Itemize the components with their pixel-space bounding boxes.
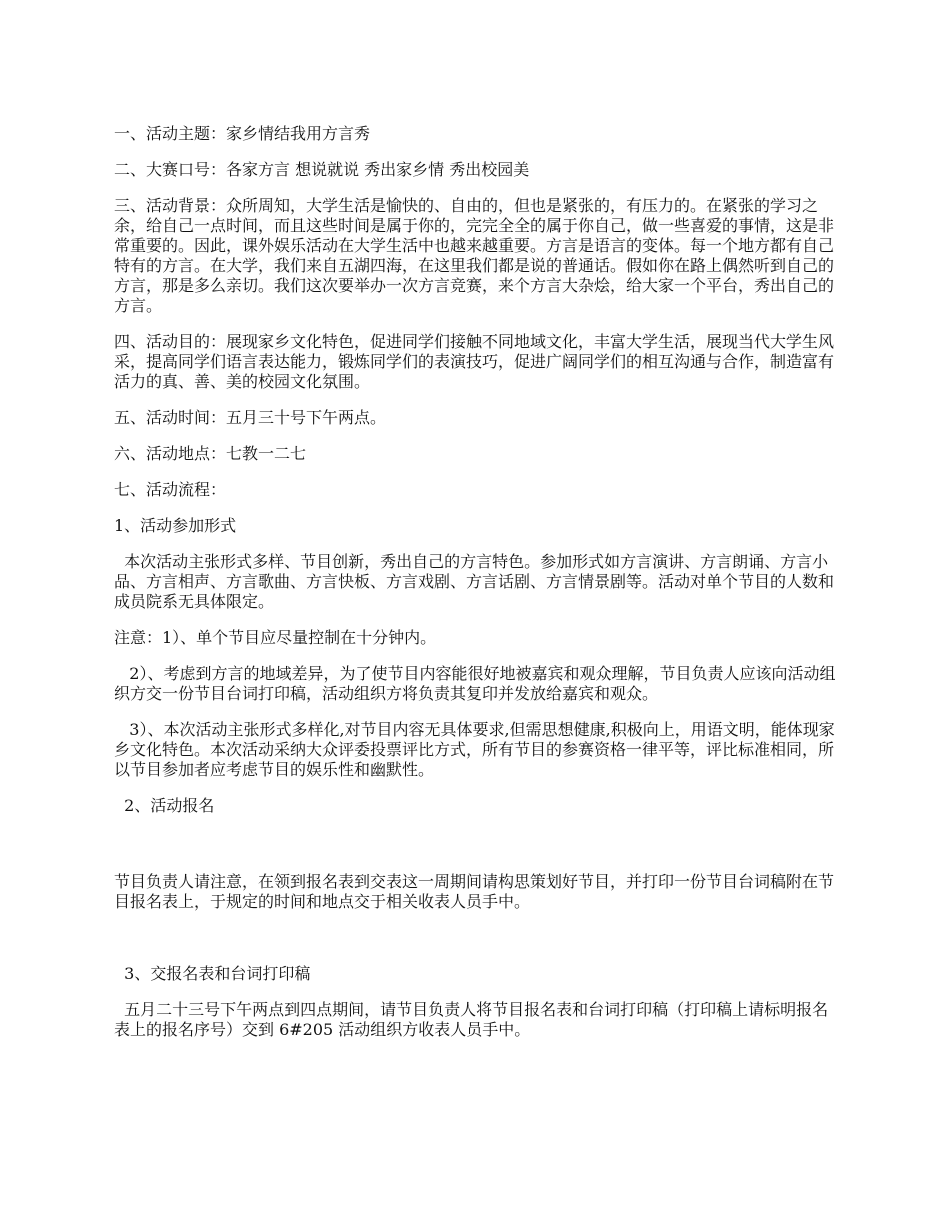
note-2: 2）、考虑到方言的地域差异，为了使节目内容能很好地被嘉宾和观众理解，节目负责人应该向活动组织方交一份节目台词打印稿，活动组织方将负责其复印并发放给嘉宾和观众。 — [114, 664, 836, 703]
section-theme: 一、活动主题：家乡情结我用方言秀 — [114, 124, 371, 143]
participation-text: 本次活动主张形式多样、节目创新，秀出自己的方言特色。参加形式如方言演讲、方言朗诵、方言小品、方言相声、方言歌曲、方言快板、方言戏剧、方言话剧、方言情景剧等。活动对单个节目的人数和成员院系无具体限定。 — [114, 552, 835, 611]
registration-text: 节目负责人请注意，在领到报名表到交表这一周期间请构思策划好节目，并打印一份节目台词稿附在节目报名表上，于规定的时间和地点交于相关收表人员手中。 — [114, 872, 835, 911]
subsection-participation-heading: 1、活动参加形式 — [114, 516, 237, 535]
document-body — [114, 124, 842, 1056]
subsection-registration-heading: 2、活动报名 — [114, 796, 215, 815]
section-background: 三、活动背景：众所周知，大学生活是愉快的、自由的，但也是紧张的，有压力的。在紧张的学习之余，给自己一点时间，而且这些时间是属于你的，完完全全的属于你自己，做一些喜爱的事情，这是非常重要的。因此，课外娱乐活动在大学生活中也越来越重要。方言是语言的变体。每一个地方都有自己特有的方言。在大学，我们来自五湖四海，在这里我们都是说的普通话。假如你在路上偶然听到自己的方言，那是多么亲切。我们这次要举办一次方言竞赛，来个方言大杂烩，给大家一个平台，秀出自己的方言。 — [114, 196, 835, 315]
section-process: 七、活动流程： — [114, 480, 227, 499]
subsection-submission-heading: 3、交报名表和台词打印稿 — [114, 964, 311, 983]
note-1: 注意：1）、单个节目应尽量控制在十分钟内。 — [114, 628, 437, 647]
section-slogan: 二、大赛口号：各家方言 想说就说 秀出家乡情 秀出校园美 — [114, 160, 530, 179]
section-location: 六、活动地点：七教一二七 — [114, 444, 307, 463]
section-time: 五、活动时间：五月三十号下午两点。 — [114, 408, 387, 427]
section-purpose: 四、活动目的：展现家乡文化特色，促进同学们接触不同地域文化，丰富大学生活，展现当代大学生风采，提高同学们语言表达能力，锻炼同学们的表演技巧，促进广阔同学们的相互沟通与合作，制造富有活力的真、善、美的校园文化氛围。 — [114, 332, 835, 391]
submission-text: 五月二十三号下午两点到四点期间，请节目负责人将节目报名表和台词打印稿（打印稿上请标明报名表上的报名序号）交到 6#205 活动组织方收表人员手中。 — [114, 1000, 829, 1039]
note-3: 3）、本次活动主张形式多样化,对节目内容无具体要求,但需思想健康,积极向上，用语文明，能体现家乡文化特色。本次活动采纳大众评委投票评比方式，所有节目的参赛资格一律平等，评比标准相同，所以节目参加者应考虑节目的娱乐性和幽默性。 — [114, 720, 835, 779]
